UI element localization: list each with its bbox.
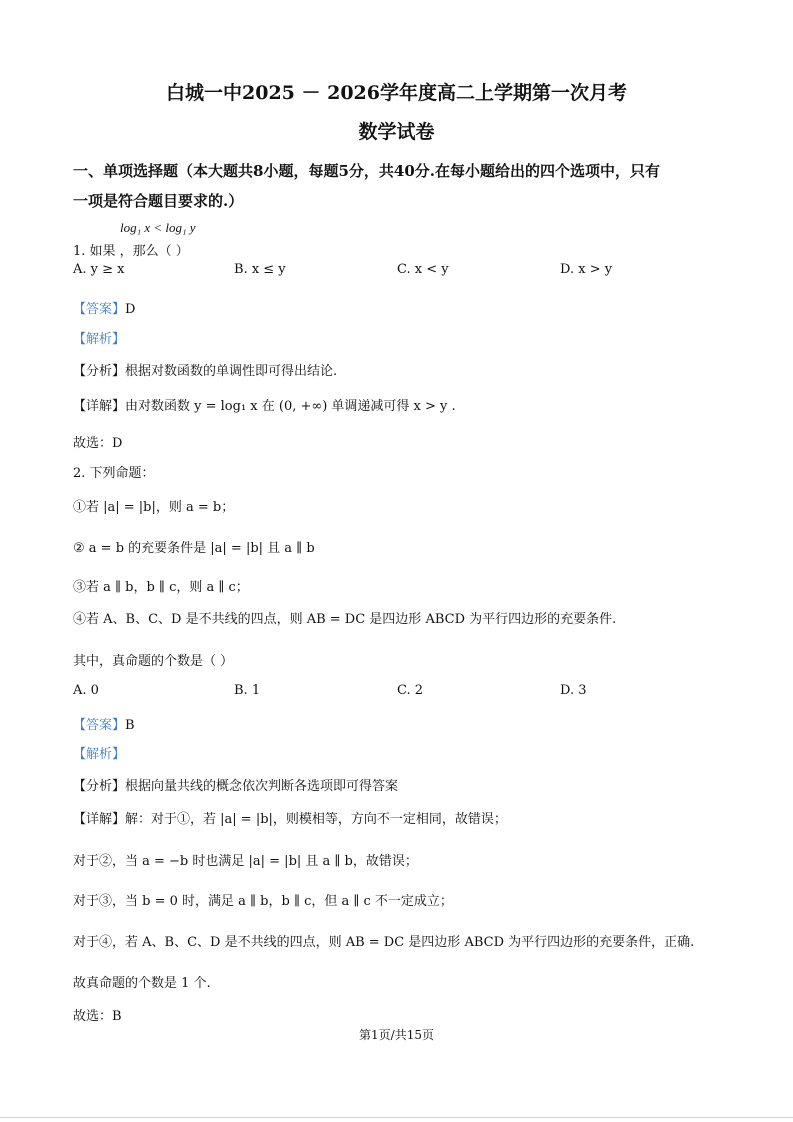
q2-proposition-3: ③若 a ∥ b，b ∥ c，则 a ∥ c；	[73, 580, 249, 595]
q2-proposition-4: ④若 A、B、C、D 是不共线的四点，则 AB = DC 是四边形 ABCD 为平行四边形的充要条件.	[73, 612, 617, 627]
q1-stem: 1. 如果 ，那么（ ）	[73, 244, 189, 259]
section-heading-line2: 一项是符合题目要求的.）	[73, 192, 244, 210]
exam-title: 白城一中2025 － 2026学年度高二上学期第一次月考	[166, 82, 627, 104]
q1-option-b: B. x ≤ y	[234, 262, 286, 277]
section-heading-line1: 一、单项选择题（本大题共8小题，每题5分，共40分.在每小题给出的四个选项中，只有	[73, 162, 660, 180]
exam-subtitle: 数学试卷	[358, 121, 435, 143]
q1-analysis-tag: 【解析】	[73, 332, 126, 347]
q2-fenxi-row	[73, 775, 398, 794]
q2-proposition-2: ② a = b 的充要条件是 |a| = |b| 且 a ∥ b	[73, 541, 315, 556]
xiangjie-tag: 【详解】	[73, 812, 126, 827]
q2-analysis-tag: 【解析】	[73, 747, 126, 762]
q2-option-d: D. 3	[560, 683, 587, 698]
xiangjie-tag: 【详解】	[73, 399, 126, 414]
q1-formula: log₁ x < log₁ y	[120, 220, 196, 235]
q1-fenxi-row	[73, 360, 337, 379]
q2-option-c: C. 2	[397, 683, 424, 698]
q1-fenxi: 根据对数函数的单调性即可得出结论.	[125, 364, 338, 379]
fenxi-tag: 【分析】	[73, 364, 126, 379]
answer-tag: 【答案】	[73, 718, 126, 733]
q2-conclusion: 故真命题的个数是 1 个.	[73, 976, 211, 991]
q1-answer: D	[125, 302, 136, 317]
page-bottom-divider	[0, 1117, 793, 1118]
q1-option-d: D. x > y	[560, 262, 613, 277]
q2-choose: 故选：B	[73, 1009, 122, 1024]
q1-option-a: A. y ≥ x	[73, 262, 125, 277]
q2-option-b: B. 1	[234, 683, 261, 698]
page-number: 第1页/共15页	[359, 1028, 434, 1042]
q2-detail-4: 对于④，若 A、B、C、D 是不共线的四点，则 AB = DC 是四边形 ABCD 为平行四边形的充要条件，正确.	[73, 935, 695, 950]
q1-answer-row	[73, 298, 135, 317]
q2-count-question: 其中，真命题的个数是（ ）	[73, 654, 234, 669]
q1-choose: 故选：D	[73, 436, 123, 451]
answer-tag: 【答案】	[73, 302, 126, 317]
q2-detail-1-row	[73, 808, 507, 827]
q2-option-a: A. 0	[73, 683, 99, 698]
fenxi-tag: 【分析】	[73, 779, 126, 794]
q1-option-c: C. x < y	[397, 262, 449, 277]
q2-stem: 2. 下列命题：	[73, 466, 155, 481]
q2-proposition-1: ①若 |a| = |b|，则 a = b；	[73, 500, 235, 515]
q1-xiangjie: 由对数函数 y = log₁ x 在 (0, +∞) 单调递减可得 x > y .	[125, 399, 456, 414]
q2-answer: B	[125, 718, 135, 733]
q2-detail-3: 对于③，当 b = 0 时，满足 a ∥ b，b ∥ c，但 a ∥ c 不一定成立；	[73, 894, 453, 909]
q2-fenxi: 根据向量共线的概念依次判断各选项即可得答案	[125, 779, 399, 794]
q2-detail-2: 对于②，当 a = −b 时也满足 |a| = |b| 且 a ∥ b，故错误；	[73, 854, 418, 869]
q2-answer-row	[73, 714, 135, 733]
q1-xiangjie-row	[73, 395, 456, 414]
q2-detail-1: 解：对于①，若 |a| = |b|，则模相等，方向不一定相同，故错误；	[125, 812, 507, 827]
